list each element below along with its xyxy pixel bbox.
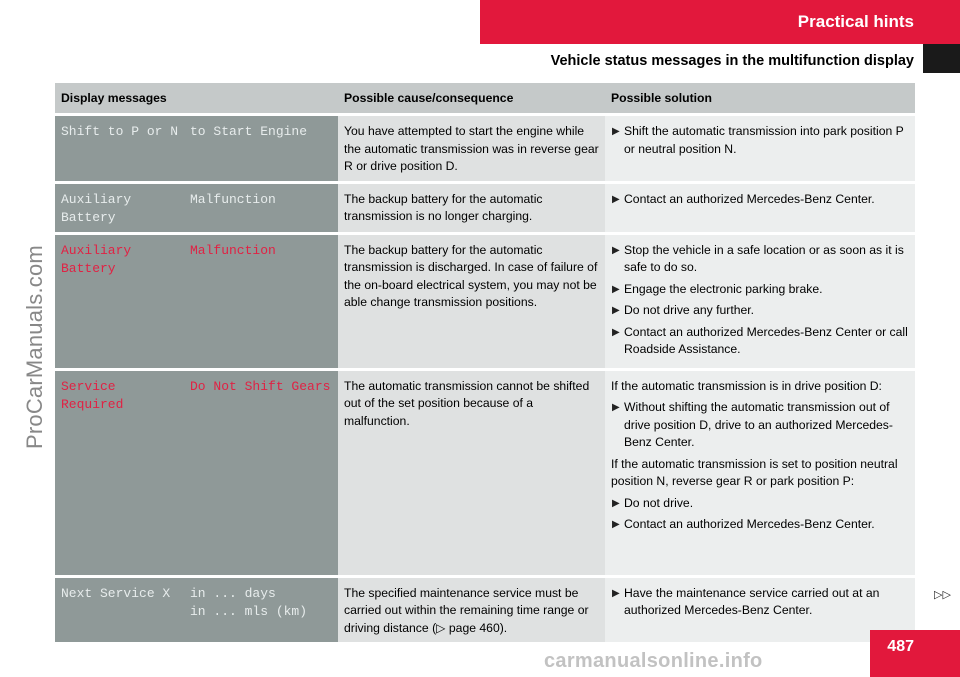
header-display-messages: Display messages: [55, 83, 338, 115]
solution-cell: [605, 233, 915, 369]
message-part-b: Malfunction: [190, 242, 276, 258]
message-part-a: Auxiliary Battery: [61, 242, 132, 276]
message-part-a: Auxiliary Battery: [61, 191, 132, 225]
page-number: 487: [887, 638, 914, 655]
header-cause: Possible cause/consequence: [338, 83, 605, 115]
solution-condition: If the automatic transmission is set to position neutral position N, reverse gear R or park position P:: [611, 456, 898, 488]
footer-watermark: carmanualsonline.info: [544, 650, 763, 672]
section-title: Practical hints: [797, 12, 914, 31]
solution-step: Contact an authorized Mercedes-Benz Center.: [624, 517, 875, 531]
message-part-b: Malfunction: [190, 191, 276, 207]
solution-step: Have the maintenance service carried out at an authorized Mercedes-Benz Center.: [624, 585, 880, 617]
message-part-a: Next Service X: [61, 585, 171, 601]
corner-marker: [923, 44, 960, 73]
continued-marker-icon: ▷▷: [934, 589, 951, 601]
header-solution: Possible solution: [605, 83, 915, 115]
arrow-bullet-icon: ▶: [612, 519, 620, 530]
message-part-b: Do Not Shift Gears: [190, 378, 331, 394]
arrow-bullet-icon: ▶: [612, 126, 620, 137]
message-part-b: to Start Engine: [190, 124, 308, 139]
side-watermark: ProCarManuals.com: [22, 245, 47, 449]
message-part-b: in ... days in ... mls (km): [190, 585, 308, 619]
solution-cell: [605, 115, 915, 183]
arrow-bullet-icon: ▶: [612, 402, 620, 413]
display-message-cell: [55, 182, 338, 233]
solution-step: Do not drive.: [624, 495, 694, 510]
solution-cell: [605, 369, 915, 576]
page-subtitle: Vehicle status messages in the multifunction display: [550, 53, 914, 69]
arrow-bullet-icon: ▶: [612, 497, 620, 509]
cause-cell: The automatic transmission cannot be shifted out of the set position because of a malfunction.: [338, 369, 605, 576]
solution-step: Contact an authorized Mercedes-Benz Center or call Roadside Assistance.: [624, 324, 908, 356]
table-row: [55, 576, 915, 642]
arrow-bullet-icon: ▶: [612, 305, 620, 316]
arrow-bullet-icon: ▶: [612, 244, 620, 256]
solution-step: Without shifting the automatic transmission out of drive position D, drive to an authorized Mercedes-Benz Center.: [624, 400, 893, 449]
solution-step: Shift the automatic transmission into park position P or neutral position N.: [624, 124, 904, 156]
solution-cell: [605, 576, 915, 642]
solution-step: Contact an authorized Mercedes-Benz Center.: [624, 191, 875, 206]
display-message-cell: [55, 576, 338, 642]
section-tab: [480, 0, 960, 44]
message-part-a: Service Required: [61, 378, 124, 412]
table-row: [55, 182, 915, 233]
solution-step: Do not drive any further.: [624, 303, 755, 317]
solution-condition: If the automatic transmission is in drive position D:: [611, 378, 882, 393]
arrow-bullet-icon: ▶: [612, 326, 620, 338]
cause-cell: The backup battery for the automatic transmission is discharged. In case of failure of the on-board electrical system, you may not be able change transmission positions.: [338, 233, 605, 369]
table-row: [55, 233, 915, 369]
table-row: [55, 115, 915, 183]
table-header-row: [55, 83, 915, 115]
arrow-bullet-icon: ▶: [612, 193, 620, 205]
page-number-box: [870, 630, 960, 677]
display-message-cell: [55, 115, 338, 183]
display-message-cell: [55, 369, 338, 576]
cause-cell: The backup battery for the automatic transmission is no longer charging.: [338, 182, 605, 233]
status-messages-table: [55, 83, 915, 642]
arrow-bullet-icon: ▶: [612, 283, 620, 295]
solution-step: Engage the electronic parking brake.: [624, 281, 823, 296]
display-message-cell: [55, 233, 338, 369]
cause-cell: The specified maintenance service must be carried out within the remaining time range or driving distance (▷ page 460).: [338, 576, 605, 642]
solution-cell: [605, 182, 915, 233]
solution-step: Stop the vehicle in a safe location or as soon as it is safe to do so.: [624, 242, 904, 274]
arrow-bullet-icon: ▶: [612, 587, 620, 599]
cause-cell: You have attempted to start the engine while the automatic transmission was in reverse gear R or drive position D.: [338, 115, 605, 183]
table-row: [55, 369, 915, 576]
message-part-a: Shift to P or N: [61, 124, 179, 139]
